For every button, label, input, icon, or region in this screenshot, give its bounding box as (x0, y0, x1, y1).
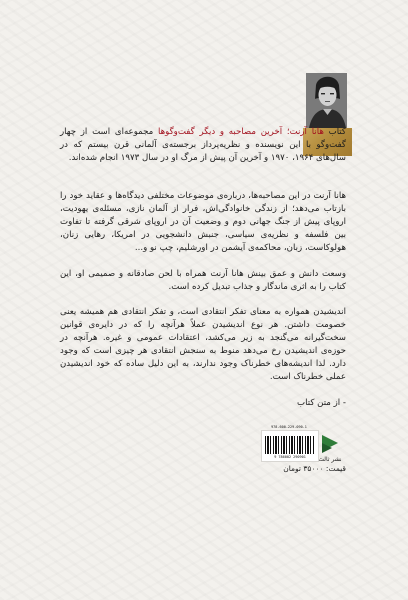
book-title-highlight: هانا آرنت؛ آخرین مصاحبه و دیگر گفت‌وگوها (158, 127, 324, 137)
quote-text: اندیشیدن همواره به معنای تفکر انتقادی است، و تفکر انتقادی هم همیشه یعنی خصومت داشتن. هر نوع اندیشیدن عملاً هرآنچه را که در دایره‌ی قوانین سخت‌گیرانه می‌گنجد به زیر می‌کشد، اعتقادات عمومی و غیره. هرآنچه در حوزه‌ی اندیشیدن رخ می‌دهد منوط به سنجش انتقادی هر چیزی است که وجود دارد. لذا اندیشه‌های خطرناک وجود ندارند، به این دلیل ساده که خود اندیشیدن عملی خطرناک است. (60, 307, 346, 383)
price-unit: تومان (283, 464, 301, 473)
barcode (261, 430, 319, 462)
topics-text: هانا آرنت در این مصاحبه‌ها، درباره‌ی موضوعات مختلفی دیدگاه‌ها و عقاید خود را بازتاب می‌دهد؛ از زندگی خانوادگی‌اش، فرار از آلمان نازی، مسئله‌ی یهودیت، اروپای پیش از جنگ جهانی دوم و وضعیت آن در اروپای شرقی گرفته تا تفاوت بین فلسفه و نظریه‌ی سیاسی، جنبش دانشجویی در امریکا، رهایی زنان، هولوکاست، زبان، محاکمه‌ی آیشمن در اورشلیم، چپ نو و... (60, 191, 346, 254)
author-portrait (306, 73, 347, 128)
intro-paragraph (60, 126, 346, 165)
intro-rest: مجموعه‌ای است از چهار گفت‌وگو با این نویسنده و نظریه‌پرداز برجسته‌ی آلمانی قرن بیستم که در سال‌های ۱۹۶۴، ۱۹۷۰ و آخرین آن پیش از مرگ او در سال ۱۹۷۳ انجام شده‌اند. (60, 127, 346, 164)
praise-text: وسعت دانش و عمق بینش هانا آرنت همراه با لحن صادقانه و صمیمی او، این کتاب را به اثری ماندگار و جذاب تبدیل کرده است. (60, 269, 346, 293)
publisher-name: نشر ثالث (319, 456, 341, 463)
topics-paragraph (60, 190, 346, 255)
price-value: ۳۵۰۰۰ (303, 464, 324, 473)
praise-paragraph (60, 268, 346, 294)
isbn-label: 978-600-229-090-1 (271, 425, 307, 429)
price-line (256, 464, 346, 473)
barcode-lines (265, 436, 315, 454)
intro-prefix: کتاب (323, 127, 346, 137)
publisher-logo-icon (319, 433, 341, 463)
barcode-number: 9 786002 290901 (274, 455, 306, 459)
price-label: قیمت: (325, 464, 346, 473)
quote-paragraph (60, 306, 346, 385)
quote-source: - از متن کتاب (297, 398, 346, 408)
